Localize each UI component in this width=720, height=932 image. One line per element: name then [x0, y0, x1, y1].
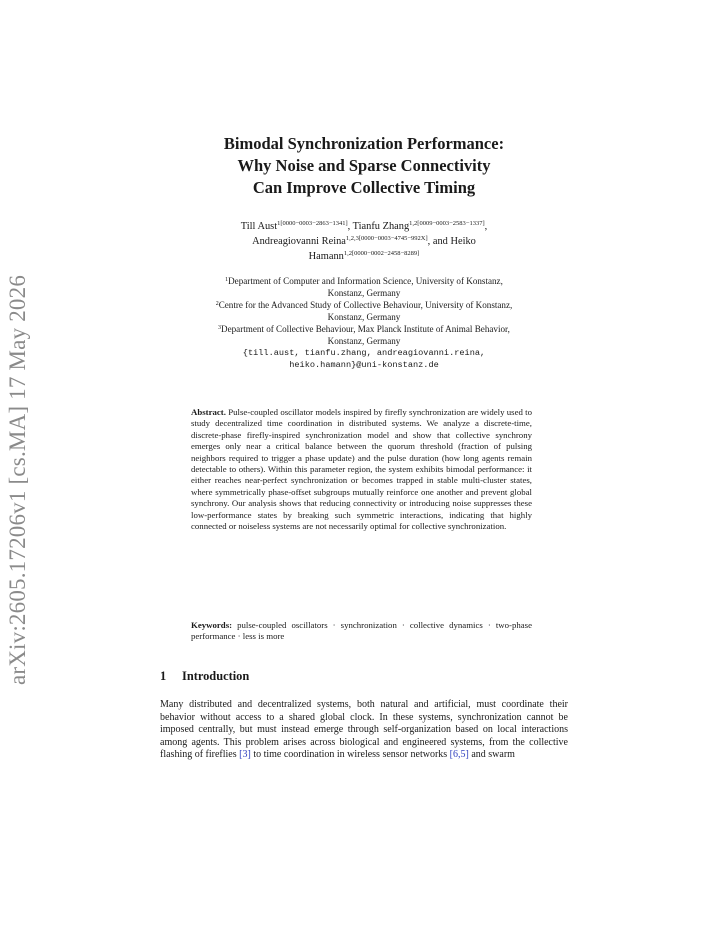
intro-text: Many distributed and decentralized systems, both natural and artificial, must coordinate their behavior without access to a shared global clock. In these systems, synchronization cannot be imposed centrally, but must instead emerge through self-organization based on local interactions among agents. This problem arises across biological and engineered systems, from the collective flashing of fireflies	[160, 699, 568, 761]
author-and-text: , and Heiko	[427, 236, 476, 247]
introduction-paragraph	[160, 699, 568, 762]
intro-text: to time coordination in wireless sensor networks	[250, 749, 450, 761]
arxiv-id-text: arXiv:2605.17206v1 [cs.MA] 17 May 2026	[5, 274, 30, 686]
affiliation-text: Department of Computer and Information Science, University of Konstanz,	[228, 276, 503, 286]
affiliation-1-location: Konstanz, Germany	[327, 288, 401, 298]
email-line-1: {till.aust, tianfu.zhang, andreagiovanni.reina,	[242, 348, 486, 358]
author-orcid: 1[0000−0003−2863−1341]	[277, 220, 348, 227]
citation-link[interactable]: [6,5]	[449, 749, 469, 761]
affiliation-text: Department of Collective Behaviour, Max Planck Institute of Animal Behavior,	[221, 324, 510, 334]
affiliation-1	[160, 275, 568, 287]
keywords	[191, 620, 532, 643]
author-name: Tianfu Zhang	[352, 221, 410, 232]
author-name: Hamann	[308, 251, 344, 262]
title-line-1: Bimodal Synchronization Performance:	[223, 134, 505, 153]
author-line-3	[160, 249, 568, 264]
section-title: Introduction	[182, 669, 250, 683]
title-line-2: Why Noise and Sparse Connectivity	[237, 156, 491, 175]
affiliations	[160, 275, 568, 371]
author-list	[160, 219, 568, 264]
affiliation-2	[160, 299, 568, 311]
affiliation-3	[160, 323, 568, 335]
author-orcid: 1,2[0009−0003−2583−1337]	[409, 220, 485, 227]
keywords-label: Keywords:	[191, 620, 233, 630]
author-orcid: 1,2,3[0000−0003−4745−992X]	[345, 235, 428, 242]
section-number: 1	[160, 669, 167, 683]
title-line-3: Can Improve Collective Timing	[252, 178, 476, 197]
author-line-2	[160, 234, 568, 249]
abstract	[191, 407, 532, 532]
abstract-label: Abstract.	[191, 407, 226, 417]
affiliation-text: Centre for the Advanced Study of Collective Behaviour, University of Konstanz,	[218, 300, 513, 310]
author-name: Till Aust	[240, 221, 278, 232]
citation-link[interactable]: [3]	[239, 749, 251, 761]
email-line-2: heiko.hamann}@uni-konstanz.de	[289, 360, 439, 370]
author-line-1: Till Aust$^{1[0000-0003-2863-1341]}$, Tianfu Zhang$^{1,2[0009-0003-2583-1337]}$,	[240, 220, 488, 232]
author-name: Andreagiovanni Reina	[252, 236, 346, 247]
paper-title	[160, 133, 568, 199]
affiliation-mark: 1	[225, 277, 229, 283]
affiliation-mark: 3	[218, 325, 222, 331]
section-heading	[160, 669, 249, 684]
affiliation-mark: 2	[215, 301, 219, 307]
affiliation-3-location: Konstanz, Germany	[327, 336, 401, 346]
author-orcid: 1,2[0000−0002−2458−8289]	[343, 250, 420, 257]
keywords-text: pulse-coupled oscillators · synchronization · collective dynamics · two-phase performance · less is more	[191, 620, 532, 642]
intro-text: and swarm	[468, 749, 515, 761]
affiliation-2-location: Konstanz, Germany	[327, 312, 401, 322]
abstract-text: Pulse-coupled oscillator models inspired by firefly synchronization are widely used to study decentralized time coordination in distributed systems. We analyze a discrete-time, discrete-phase firefly-inspired synchronization model and show that collective synchrony emerges only near a critical balance between the quorum threshold (fraction of pulsing neighbors required to trigger a phase update) and the pulse duration (how long agents remain detectable to others). Within this parameter region, the system exhibits bimodal performance: it either reaches near-perfect synchronization or becomes trapped in stable multi-cluster states, where symmetrically phase-offset subgroups mutually reinforce one another and prevent global synchrony. Our analysis shows that reducing connectivity or introducing noise suppresses these low-performance states by breaking such symmetric interactions, indicating that highly connected or noiseless systems are not necessarily optimal for collective synchronization.	[191, 407, 533, 532]
